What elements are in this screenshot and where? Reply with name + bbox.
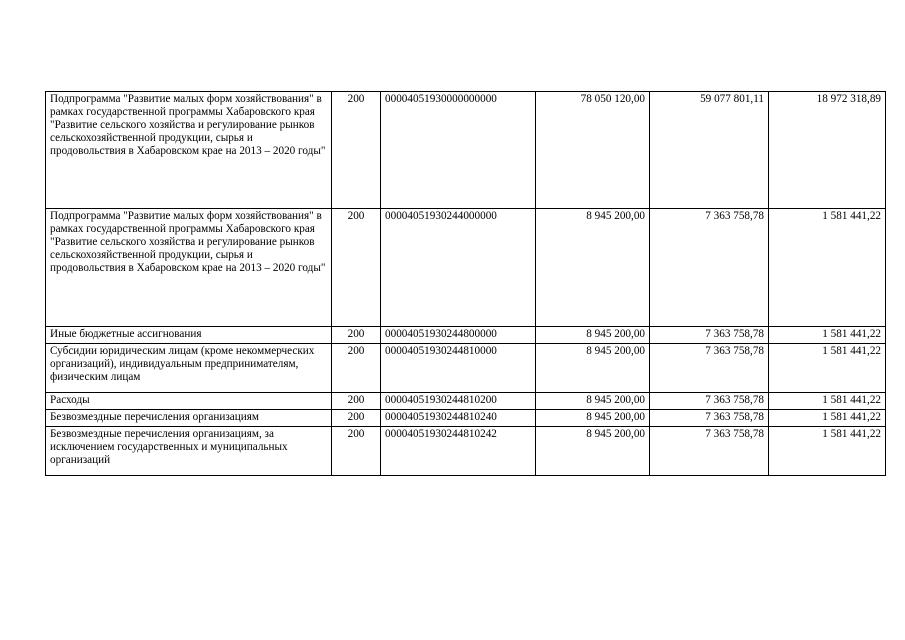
cell-fact-amount: 59 077 801,11 bbox=[650, 92, 769, 209]
table-row bbox=[46, 327, 886, 344]
cell-budget-code: 00004051930000000000 bbox=[381, 92, 536, 209]
cell-remain-amount: 1 581 441,22 bbox=[769, 393, 886, 410]
cell-name: Расходы bbox=[46, 393, 332, 410]
cell-name: Безвозмездные перечисления организациям, за исключением государственных и муниципальных организаций bbox=[46, 427, 332, 476]
cell-fact-amount: 7 363 758,78 bbox=[650, 427, 769, 476]
cell-budget-code: 00004051930244810200 bbox=[381, 393, 536, 410]
cell-remain-amount: 1 581 441,22 bbox=[769, 344, 886, 393]
cell-admin-code: 200 bbox=[332, 410, 381, 427]
cell-fact-amount: 7 363 758,78 bbox=[650, 344, 769, 393]
table-row bbox=[46, 209, 886, 327]
cell-name: Иные бюджетные ассигнования bbox=[46, 327, 332, 344]
cell-remain-amount: 1 581 441,22 bbox=[769, 410, 886, 427]
cell-admin-code: 200 bbox=[332, 209, 381, 327]
cell-budget-code: 00004051930244810000 bbox=[381, 344, 536, 393]
cell-fact-amount: 7 363 758,78 bbox=[650, 393, 769, 410]
cell-fact-amount: 7 363 758,78 bbox=[650, 209, 769, 327]
cell-remain-amount: 1 581 441,22 bbox=[769, 327, 886, 344]
cell-plan-amount: 78 050 120,00 bbox=[536, 92, 650, 209]
cell-budget-code: 00004051930244810242 bbox=[381, 427, 536, 476]
budget-table bbox=[45, 91, 886, 476]
cell-fact-amount: 7 363 758,78 bbox=[650, 410, 769, 427]
cell-remain-amount: 18 972 318,89 bbox=[769, 92, 886, 209]
cell-name: Подпрограмма "Развитие малых форм хозяйствования" в рамках государственной программы Хабаровского края "Развитие сельского хозяйства и регулирование рынков сельскохозяйственной продукции, сырья и продовольствия в Хабаровском крае на 2013 – 2020 годы" bbox=[46, 92, 332, 209]
cell-plan-amount: 8 945 200,00 bbox=[536, 393, 650, 410]
cell-remain-amount: 1 581 441,22 bbox=[769, 209, 886, 327]
cell-plan-amount: 8 945 200,00 bbox=[536, 410, 650, 427]
cell-budget-code: 00004051930244000000 bbox=[381, 209, 536, 327]
cell-admin-code: 200 bbox=[332, 327, 381, 344]
cell-remain-amount: 1 581 441,22 bbox=[769, 427, 886, 476]
table-row bbox=[46, 410, 886, 427]
cell-name: Подпрограмма "Развитие малых форм хозяйствования" в рамках государственной программы Хабаровского края "Развитие сельского хозяйства и регулирование рынков сельскохозяйственной продукции, сырья и продовольствия в Хабаровском крае на 2013 – 2020 годы" bbox=[46, 209, 332, 327]
cell-name: Безвозмездные перечисления организациям bbox=[46, 410, 332, 427]
table-row bbox=[46, 344, 886, 393]
table-row bbox=[46, 393, 886, 410]
cell-fact-amount: 7 363 758,78 bbox=[650, 327, 769, 344]
cell-plan-amount: 8 945 200,00 bbox=[536, 427, 650, 476]
cell-plan-amount: 8 945 200,00 bbox=[536, 344, 650, 393]
table-row bbox=[46, 92, 886, 209]
cell-plan-amount: 8 945 200,00 bbox=[536, 327, 650, 344]
cell-admin-code: 200 bbox=[332, 92, 381, 209]
cell-admin-code: 200 bbox=[332, 393, 381, 410]
cell-budget-code: 00004051930244800000 bbox=[381, 327, 536, 344]
cell-admin-code: 200 bbox=[332, 344, 381, 393]
cell-plan-amount: 8 945 200,00 bbox=[536, 209, 650, 327]
table-row bbox=[46, 427, 886, 476]
cell-budget-code: 00004051930244810240 bbox=[381, 410, 536, 427]
cell-admin-code: 200 bbox=[332, 427, 381, 476]
cell-name: Субсидии юридическим лицам (кроме некоммерческих организаций), индивидуальным предпринимателям, физическим лицам bbox=[46, 344, 332, 393]
